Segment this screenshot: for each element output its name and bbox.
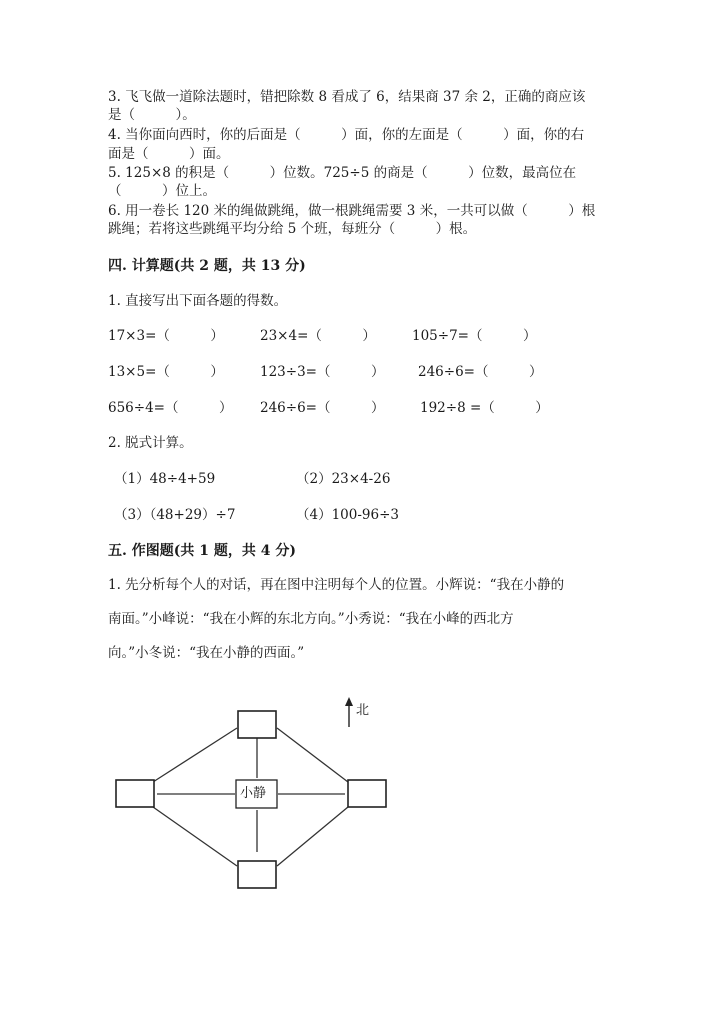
north-label: 北 [356, 703, 370, 718]
section-5-question-1-line-2: 南面。”小峰说：“我在小辉的东北方向。”小秀说：“我在小峰的西北方 [108, 611, 514, 627]
north-arrow-icon [345, 697, 353, 706]
question-3-line-2: 是（ ）。 [108, 107, 196, 123]
question-3-line-1: 3. 飞飞做一道除法题时，错把除数 8 看成了 6，结果商 37 余 2，正确的商应该 [108, 89, 586, 105]
oral-calc-r1-c1: 17×3=（ ） [108, 328, 224, 344]
section-4-question-2-title: 2. 脱式计算。 [108, 435, 193, 451]
question-5-line-2: （ ）位上。 [108, 183, 216, 199]
center-label: 小静 [240, 786, 267, 801]
section-5-question-1-line-1: 1. 先分析每个人的对话，再在图中注明每个人的位置。小辉说：“我在小静的 [108, 577, 565, 593]
oral-calc-r2-c1: 13×5=（ ） [108, 364, 224, 380]
oral-calc-r1-c2: 23×4=（ ） [260, 328, 376, 344]
question-5-line-1: 5. 125×8 的积是（ ）位数。725÷5 的商是（ ）位数，最高位在 [108, 165, 577, 181]
bottom-box[interactable] [238, 861, 276, 888]
question-4-line-2: 面是（ ）面。 [108, 146, 230, 162]
oral-calc-r3-c3: 192÷8 =（ ） [420, 400, 549, 416]
oral-calc-r1-c3: 105÷7=（ ） [412, 328, 537, 344]
section-4-title: 四. 计算题(共 2 题，共 13 分) [108, 258, 306, 274]
section-5-question-1-line-3: 向。”小冬说：“我在小静的西面。” [108, 645, 305, 661]
edge-top-left [153, 728, 237, 782]
question-4-line-1: 4. 当你面向西时，你的后面是（ ）面，你的左面是（ ）面，你的右 [108, 127, 585, 143]
oral-calc-r3-c2: 246÷6=（ ） [260, 400, 385, 416]
section-4-question-1-title: 1. 直接写出下面各题的得数。 [108, 293, 288, 309]
oral-calc-r3-c1: 656÷4=（ ） [108, 400, 233, 416]
edge-top-right [277, 728, 348, 782]
edge-bottom-right [277, 807, 348, 866]
left-box[interactable] [116, 780, 154, 807]
step-calc-1: （1）48÷4+59 [114, 471, 216, 487]
step-calc-3: （3）（48+29）÷7 [114, 507, 236, 523]
edge-bottom-left [153, 807, 237, 866]
top-box[interactable] [238, 711, 276, 738]
step-calc-2: （2）23×4-26 [296, 471, 391, 487]
oral-calc-r2-c3: 246÷6=（ ） [418, 364, 543, 380]
question-6-line-2: 跳绳；若将这些跳绳平均分给 5 个班，每班分（ ）根。 [108, 221, 477, 237]
step-calc-4: （4）100-96÷3 [296, 507, 399, 523]
section-5-title: 五. 作图题(共 1 题，共 4 分) [108, 543, 296, 559]
question-6-line-1: 6. 用一卷长 120 米的绳做跳绳，做一根跳绳需要 3 米，一共可以做（ ）根 [108, 203, 596, 219]
oral-calc-r2-c2: 123÷3=（ ） [260, 364, 385, 380]
right-box[interactable] [348, 780, 386, 807]
